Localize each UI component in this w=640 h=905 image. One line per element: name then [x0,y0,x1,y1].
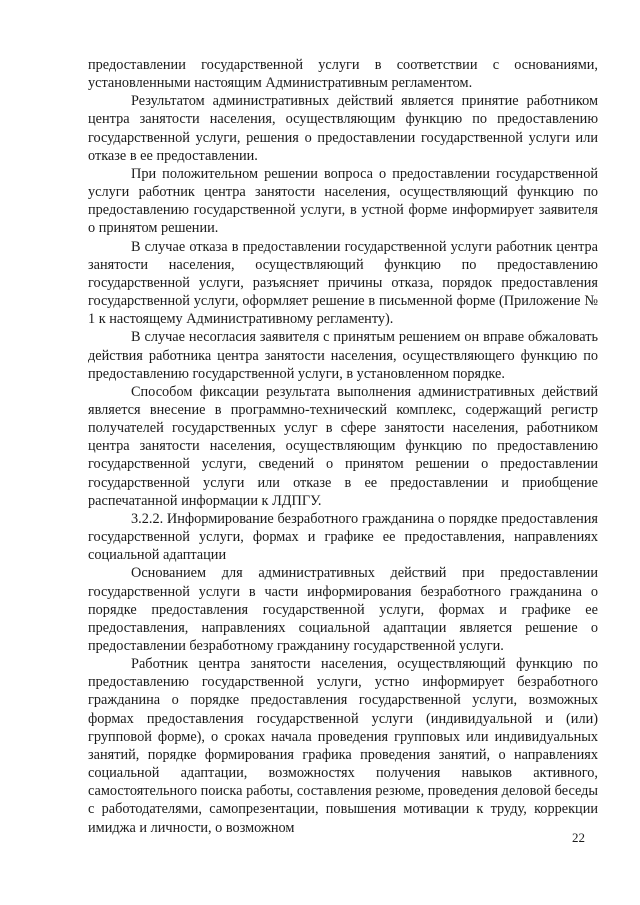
paragraph-positive-decision: При положительном решении вопроса о предоставлении государственной услуги работник центра занятости населения, осуществляющий функцию по предоставлению государственной услуги, в устной форме информирует заявителя о принятом решении. [88,165,598,237]
body-text [88,56,598,837]
page-number: 22 [572,830,585,845]
section-heading-3-2-2: 3.2.2. Информирование безработного гражданина о порядке предоставления государственной услуги, формах и графике ее предоставления, направлениях социальной адаптации [88,510,598,564]
paragraph-fixation: Способом фиксации результата выполнения административных действий является внесение в программно-технический комплекс, содержащий регистр получателей государственных услуг в сфере занятости населения, работником центра занятости населения, осуществляющим функцию по предоставлению государственной услуги, сведений о принятом решении о предоставлении государственной услуги или отказе в ее предоставлении и приобщение распечатанной информации к ЛДПГУ. [88,383,598,509]
paragraph-result: Результатом административных действий является принятие работником центра занятости населения, осуществляющим функцию по предоставлению государственной услуги, решения о предоставлении государственной услуги или отказе в ее предоставлении. [88,93,598,164]
paragraph-basis: Основанием для административных действий при предоставлении государственной услуги в части информирования безработного гражданина о порядке предоставления государственной услуги, формах и графике ее предоставления, направлениях социальной адаптации является решение о предоставлении безработному гражданину государственной услуги. [88,565,598,654]
paragraph-informing: Работник центра занятости населения, осуществляющий функцию по предоставлению государственной услуги, устно информирует безработного гражданина о порядке предоставления государственной услуги, возможных формах предоставления государственной услуги (индивидуальной и (или) групповой форме), о сроках начала проведения групповых или индивидуальных занятий, порядке формирования графика проведения занятий, о направлениях социальной адаптации, возможностях получения навыков активного, самостоятельного поиска работы, составления резюме, проведения деловой беседы с работодателями, самопрезентации, повышения мотивации к труду, коррекции имиджа и личности, о возможном [88,656,598,836]
paragraph-continuation: предоставлении государственной услуги в соответствии с основаниями, установленными настоящим Административным регламентом. [88,57,598,92]
paragraph-appeal: В случае несогласия заявителя с принятым решением он вправе обжаловать действия работника центра занятости населения, осуществляющего функцию по предоставлению государственной услуги, в установленном порядке. [88,329,598,382]
paragraph-refusal: В случае отказа в предоставлении государственной услуги работник центра занятости населения, осуществляющий функцию по предоставлению государственной услуги, разъясняет причины отказа, порядок предоставления государственной услуги, оформляет решение в письменной форме (Приложение № 1 к настоящему Административному регламенту). [88,238,598,328]
